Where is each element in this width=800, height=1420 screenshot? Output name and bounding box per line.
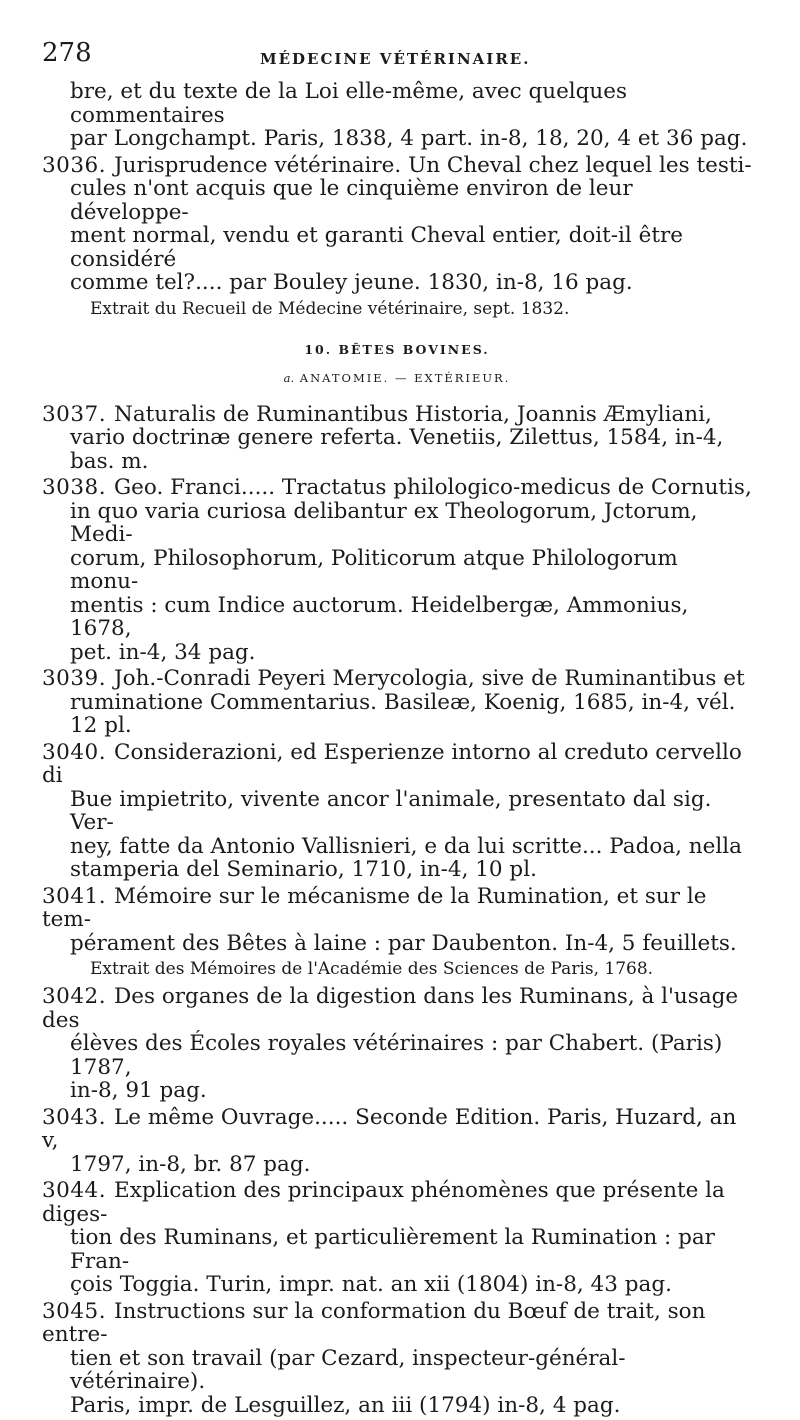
text-line: comme tel?.... par Bouley jeune. 1830, in-8, 16 pag. [70, 270, 633, 295]
bibliography-entry [42, 1300, 752, 1418]
subsection-title: ANATOMIE. — EXTÉRIEUR. [299, 370, 511, 385]
subsection-heading [42, 371, 752, 385]
text-line: Des organes de la digestion dans les Ruminans, à l'usage des [42, 984, 739, 1033]
text-line: in-8, 91 pag. [70, 1078, 207, 1103]
running-title: MÉDECINE VÉTÉRINAIRE. [260, 50, 531, 68]
text-line: vario doctrinæ genere referta. Venetiis, Zilettus, 1584, in-4, [70, 425, 724, 450]
bibliography-entry [42, 741, 752, 882]
bibliography-entry [42, 1106, 752, 1177]
bibliography-entry [42, 885, 752, 956]
text-line: ruminatione Commentarius. Basileæ, Koenig, 1685, in-4, vél. [70, 689, 736, 715]
text-line: Jurisprudence vétérinaire. Un Cheval chez lequel les testi- [114, 152, 752, 178]
entry-first-line [42, 885, 752, 932]
bibliography-entry [42, 1179, 752, 1297]
text-line: bre, et du texte de la Loi elle-même, avec quelques commentaires [70, 79, 628, 128]
text-line: çois Toggia. Turin, impr. nat. an xii (1804) in-8, 43 pag. [70, 1272, 672, 1297]
text-line: pet. in-4, 34 pag. [70, 639, 256, 665]
text-line: 1797, in-8, br. 87 pag. [70, 1151, 311, 1177]
text-line: bas. m. [70, 448, 149, 474]
entry-number: 3040. [42, 739, 107, 765]
text-line: élèves des Écoles royales vétérinaires : par Chabert. (Paris) 1787, [70, 1031, 723, 1080]
text-line: in quo varia curiosa delibantur ex Theologorum, Jctorum, Medi- [70, 498, 698, 547]
entry-number: 3039. [42, 666, 107, 691]
section-heading: 10. BÊTES BOVINES. [304, 341, 490, 357]
entry-number: 3043. [42, 1104, 107, 1130]
entry-first-line [42, 1300, 752, 1347]
entry-first-line [42, 667, 752, 691]
text-line: Mémoire sur le mécanisme de la Rumination, et sur le tem- [42, 883, 707, 932]
text-line: cules n'ont acquis que le cinquième environ de leur développe- [70, 176, 633, 225]
continuation-entry [42, 80, 752, 151]
entry-number: 3042. [42, 984, 107, 1009]
text-line: ment normal, vendu et garanti Cheval entier, doit-il être considéré [70, 223, 684, 272]
page-body [42, 80, 752, 1420]
entry-note: Extrait du Recueil de Médecine vétérinaire, sept. 1832. [90, 298, 570, 319]
page-number: 278 [42, 38, 92, 68]
text-line: Instructions sur la conformation du Bœuf de trait, son entre- [42, 1298, 706, 1347]
entry-first-line [42, 985, 752, 1032]
page-header [42, 38, 742, 78]
text-line: Naturalis de Ruminantibus Historia, Joannis Æmyliani, [114, 401, 712, 427]
text-line: mentis : cum Indice auctorum. Heidelbergæ, Ammonius, 1678, [70, 592, 689, 641]
text-line: Considerazioni, ed Esperienze intorno al creduto cervello di [42, 739, 742, 788]
text-line: Explication des principaux phénomènes que présente la diges- [42, 1178, 725, 1227]
text-line: ney, fatte da Antonio Vallisnieri, e da lui scritte... Padoa, nella [70, 833, 742, 859]
text-line: stamperia del Seminario, 1710, in-4, 10 pl. [70, 857, 537, 882]
text-line: Joh.-Conradi Peyeri Merycologia, sive de Ruminantibus et [114, 666, 745, 691]
text-line: tion des Ruminans, et particulièrement la Rumination : par Fran- [70, 1225, 715, 1274]
entry-number: 3038. [42, 475, 107, 500]
entry-first-line [42, 1179, 752, 1226]
text-line: corum, Philosophorum, Politicorum atque Philologorum monu- [70, 545, 678, 594]
entry-first-line [42, 476, 752, 500]
entry-number: 3041. [42, 883, 107, 909]
bibliography-entry [42, 985, 752, 1103]
text-line: Le même Ouvrage..... Seconde Edition. Paris, Huzard, an v, [42, 1104, 737, 1153]
entry-first-line [42, 741, 752, 788]
text-line: 12 pl. [70, 713, 132, 738]
text-line: tien et son travail (par Cezard, inspecteur-général-vétérinaire). [70, 1345, 626, 1394]
text-line: Bue impietrito, vivente ancor l'animale, presentato dal sig. Ver- [70, 786, 712, 835]
bibliography-entry [42, 476, 752, 664]
entry-number: 3036. [42, 152, 107, 178]
text-line: Geo. Franci..... Tractatus philologico-medicus de Cornutis, [114, 475, 752, 500]
subsection-label: a. [283, 370, 295, 385]
entry-note: Extrait des Mémoires de l'Académie des Sciences de Paris, 1768. [90, 959, 654, 979]
entry-first-line [42, 403, 752, 427]
bibliography-entry [42, 403, 752, 474]
entry-number: 3037. [42, 401, 107, 427]
text-line: par Longchampt. Paris, 1838, 4 part. in-8, 18, 20, 4 et 36 pag. [70, 126, 748, 151]
entry-first-line [42, 1106, 752, 1153]
text-line: pérament des Bêtes à laine : par Daubenton. In-4, 5 feuillets. [70, 930, 737, 956]
bibliography-entry [42, 154, 752, 295]
entry-number: 3045. [42, 1298, 107, 1324]
entry-number: 3044. [42, 1178, 107, 1203]
bibliography-entry [42, 667, 752, 738]
text-line: Paris, impr. de Lesguillez, an iii (1794) in-8, 4 pag. [70, 1392, 621, 1418]
entry-first-line [42, 154, 752, 178]
